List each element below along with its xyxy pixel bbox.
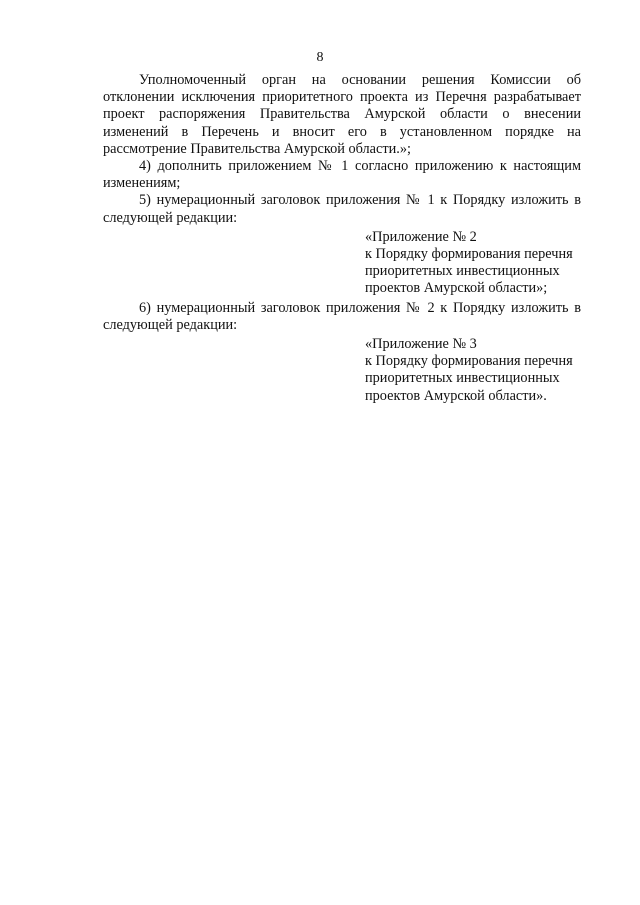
appendix-2-line-3: приоритетных инвестиционных <box>365 263 560 280</box>
document-body <box>103 72 581 407</box>
appendix-2-title: «Приложение № 2 <box>365 228 477 245</box>
appendix-2-line-2: к Порядку формирования перечня <box>365 246 573 263</box>
appendix-2-line-4: проектов Амурской области»; <box>365 280 548 297</box>
paragraph-item-4: 4) дополнить приложением № 1 согласно приложению к настоящим изменениям; <box>103 158 581 192</box>
appendix-3-line-2: к Порядку формирования перечня <box>365 353 573 370</box>
paragraph-commission-decision: Уполномоченный орган на основании решения Комиссии об отклонении исключения приоритетного проекта из Перечня разрабатывает проект распоряжения Правительства Амурской области о внесении изменений в Перечень и вносит его в установленном порядке на рассмотрение Правительства Амурской области.»; <box>103 72 581 157</box>
page-number: 8 <box>316 50 324 65</box>
appendix-2-heading <box>365 229 581 298</box>
appendix-3-title: «Приложение № 3 <box>365 336 477 353</box>
appendix-3-line-3: приоритетных инвестиционных <box>365 370 560 387</box>
paragraph-item-5: 5) нумерационный заголовок приложения № 1 к Порядку изложить в следующей редакции: <box>103 192 581 226</box>
appendix-3-line-4: проектов Амурской области». <box>365 387 547 404</box>
paragraph-item-6: 6) нумерационный заголовок приложения № 2 к Порядку изложить в следующей редакции: <box>103 299 581 333</box>
appendix-3-heading <box>365 336 581 405</box>
